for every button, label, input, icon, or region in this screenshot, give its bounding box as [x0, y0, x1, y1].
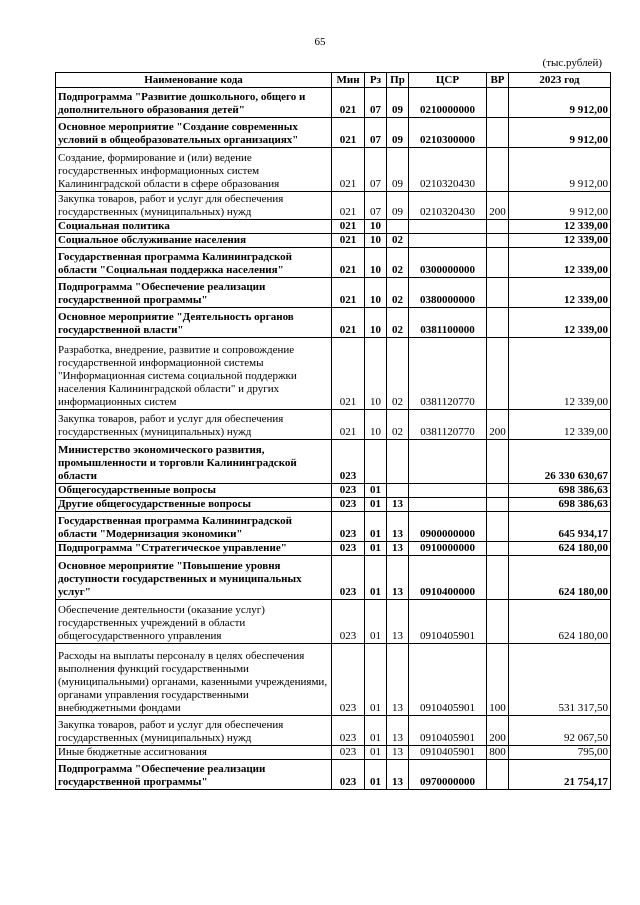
cell-rz: 10	[365, 338, 387, 410]
cell-vr	[487, 278, 509, 308]
cell-amount: 531 317,50	[509, 644, 611, 716]
cell-amount: 12 339,00	[509, 308, 611, 338]
cell-vr	[487, 512, 509, 542]
cell-rz: 07	[365, 192, 387, 220]
table-row	[56, 746, 611, 760]
cell-pr: 02	[387, 410, 409, 440]
cell-rz: 10	[365, 308, 387, 338]
cell-min: 021	[332, 88, 365, 118]
cell-amount: 624 180,00	[509, 556, 611, 600]
cell-pr: 13	[387, 600, 409, 644]
cell-rz: 01	[365, 484, 387, 498]
header-min: Мин	[332, 73, 365, 88]
cell-amount: 9 912,00	[509, 88, 611, 118]
table-row	[56, 484, 611, 498]
cell-csr: 0910405901	[409, 644, 487, 716]
cell-min: 021	[332, 118, 365, 148]
cell-rz: 01	[365, 512, 387, 542]
cell-csr	[409, 234, 487, 248]
table-row	[56, 88, 611, 118]
cell-vr	[487, 118, 509, 148]
cell-vr	[487, 760, 509, 790]
cell-min: 023	[332, 716, 365, 746]
cell-name: Государственная программа Калининградской области "Социальная поддержка населения"	[56, 248, 332, 278]
header-rz: Рз	[365, 73, 387, 88]
cell-min: 023	[332, 542, 365, 556]
cell-pr: 13	[387, 498, 409, 512]
cell-rz: 07	[365, 118, 387, 148]
cell-min: 021	[332, 248, 365, 278]
cell-csr: 0210000000	[409, 88, 487, 118]
cell-pr: 09	[387, 118, 409, 148]
cell-vr	[487, 308, 509, 338]
cell-pr: 09	[387, 88, 409, 118]
cell-amount: 12 339,00	[509, 248, 611, 278]
cell-min: 023	[332, 746, 365, 760]
cell-rz: 07	[365, 148, 387, 192]
cell-name: Министерство экономического развития, промышленности и торговли Калининградской области	[56, 440, 332, 484]
cell-vr: 100	[487, 644, 509, 716]
cell-amount: 12 339,00	[509, 234, 611, 248]
cell-min: 023	[332, 484, 365, 498]
cell-rz: 10	[365, 248, 387, 278]
cell-rz: 10	[365, 410, 387, 440]
cell-vr	[487, 498, 509, 512]
cell-csr: 0210320430	[409, 192, 487, 220]
cell-name: Подпрограмма "Стратегическое управление"	[56, 542, 332, 556]
cell-vr	[487, 600, 509, 644]
cell-name: Подпрограмма "Обеспечение реализации государственной программы"	[56, 278, 332, 308]
cell-pr	[387, 440, 409, 484]
header-name: Наименование кода	[56, 73, 332, 88]
cell-amount: 26 330 630,67	[509, 440, 611, 484]
cell-rz: 01	[365, 556, 387, 600]
cell-name: Обеспечение деятельности (оказание услуг) государственных учреждений в области общегосударственного управления	[56, 600, 332, 644]
cell-min: 023	[332, 644, 365, 716]
table-row	[56, 234, 611, 248]
table-row	[56, 542, 611, 556]
cell-csr: 0900000000	[409, 512, 487, 542]
table-row	[56, 512, 611, 542]
cell-name: Подпрограмма "Развитие дошкольного, общего и дополнительного образования детей"	[56, 88, 332, 118]
table-row	[56, 118, 611, 148]
cell-amount: 12 339,00	[509, 338, 611, 410]
cell-vr: 800	[487, 746, 509, 760]
cell-amount: 9 912,00	[509, 192, 611, 220]
cell-vr	[487, 88, 509, 118]
cell-rz: 01	[365, 760, 387, 790]
cell-rz: 10	[365, 278, 387, 308]
table-row	[56, 148, 611, 192]
cell-pr: 09	[387, 148, 409, 192]
cell-vr	[487, 220, 509, 234]
cell-csr: 0910405901	[409, 746, 487, 760]
header-year: 2023 год	[509, 73, 611, 88]
cell-pr: 13	[387, 556, 409, 600]
page-number: 65	[314, 36, 326, 48]
cell-csr: 0910400000	[409, 556, 487, 600]
cell-csr: 0381120770	[409, 410, 487, 440]
cell-vr	[487, 484, 509, 498]
cell-vr	[487, 440, 509, 484]
cell-csr: 0210300000	[409, 118, 487, 148]
cell-vr: 200	[487, 410, 509, 440]
cell-csr: 0300000000	[409, 248, 487, 278]
table-row	[56, 410, 611, 440]
cell-rz: 01	[365, 498, 387, 512]
table-row	[56, 600, 611, 644]
cell-vr	[487, 148, 509, 192]
cell-name: Государственная программа Калининградской области "Модернизация экономики"	[56, 512, 332, 542]
cell-amount: 9 912,00	[509, 118, 611, 148]
cell-name: Основное мероприятие "Создание современных условий в общеобразовательных организациях"	[56, 118, 332, 148]
cell-pr	[387, 484, 409, 498]
cell-name: Другие общегосударственные вопросы	[56, 498, 332, 512]
cell-min: 023	[332, 498, 365, 512]
cell-min: 021	[332, 148, 365, 192]
cell-min: 023	[332, 556, 365, 600]
cell-rz: 01	[365, 716, 387, 746]
cell-amount: 698 386,63	[509, 498, 611, 512]
cell-rz: 01	[365, 644, 387, 716]
cell-pr: 02	[387, 338, 409, 410]
cell-csr: 0380000000	[409, 278, 487, 308]
cell-vr	[487, 248, 509, 278]
cell-name: Иные бюджетные ассигнования	[56, 746, 332, 760]
cell-pr	[387, 220, 409, 234]
cell-pr: 02	[387, 278, 409, 308]
cell-vr: 200	[487, 192, 509, 220]
cell-pr: 02	[387, 248, 409, 278]
cell-name: Подпрограмма "Обеспечение реализации государственной программы"	[56, 760, 332, 790]
cell-rz: 10	[365, 234, 387, 248]
cell-pr: 13	[387, 542, 409, 556]
units-label: (тыс.рублей)	[542, 57, 602, 69]
cell-amount: 12 339,00	[509, 278, 611, 308]
cell-vr: 200	[487, 716, 509, 746]
cell-name: Общегосударственные вопросы	[56, 484, 332, 498]
cell-csr: 0910000000	[409, 542, 487, 556]
header-vr: ВР	[487, 73, 509, 88]
cell-name: Основное мероприятие "Повышение уровня доступности государственных и муниципальных услуг"	[56, 556, 332, 600]
cell-amount: 698 386,63	[509, 484, 611, 498]
cell-pr: 13	[387, 760, 409, 790]
table-row	[56, 440, 611, 484]
cell-rz	[365, 440, 387, 484]
cell-min: 021	[332, 338, 365, 410]
table-row	[56, 308, 611, 338]
cell-pr: 13	[387, 512, 409, 542]
cell-name: Закупка товаров, работ и услуг для обеспечения государственных (муниципальных) нужд	[56, 410, 332, 440]
cell-pr: 13	[387, 746, 409, 760]
cell-name: Социальная политика	[56, 220, 332, 234]
table-row	[56, 338, 611, 410]
table-header-row	[56, 73, 611, 88]
table-row	[56, 498, 611, 512]
cell-vr	[487, 234, 509, 248]
cell-pr: 13	[387, 716, 409, 746]
header-pr: Пр	[387, 73, 409, 88]
table-row	[56, 248, 611, 278]
cell-name: Закупка товаров, работ и услуг для обеспечения государственных (муниципальных) нужд	[56, 192, 332, 220]
table-row	[56, 644, 611, 716]
cell-csr: 0381100000	[409, 308, 487, 338]
cell-csr: 0381120770	[409, 338, 487, 410]
cell-vr	[487, 542, 509, 556]
cell-min: 021	[332, 192, 365, 220]
cell-rz: 01	[365, 600, 387, 644]
cell-amount: 624 180,00	[509, 542, 611, 556]
budget-table	[55, 72, 611, 790]
cell-csr: 0910405901	[409, 716, 487, 746]
cell-amount: 9 912,00	[509, 148, 611, 192]
cell-amount: 92 067,50	[509, 716, 611, 746]
cell-name: Закупка товаров, работ и услуг для обеспечения государственных (муниципальных) нужд	[56, 716, 332, 746]
cell-amount: 624 180,00	[509, 600, 611, 644]
table-row	[56, 220, 611, 234]
cell-min: 021	[332, 234, 365, 248]
cell-min: 023	[332, 600, 365, 644]
cell-rz: 07	[365, 88, 387, 118]
cell-pr: 02	[387, 234, 409, 248]
cell-csr	[409, 220, 487, 234]
cell-min: 023	[332, 512, 365, 542]
table-row	[56, 716, 611, 746]
cell-name: Создание, формирование и (или) ведение государственных информационных систем Калининградской области в сфере образования	[56, 148, 332, 192]
cell-csr: 0210320430	[409, 148, 487, 192]
cell-vr	[487, 338, 509, 410]
cell-min: 021	[332, 410, 365, 440]
cell-amount: 21 754,17	[509, 760, 611, 790]
table-row	[56, 278, 611, 308]
header-csr: ЦСР	[409, 73, 487, 88]
cell-min: 021	[332, 278, 365, 308]
cell-csr: 0970000000	[409, 760, 487, 790]
cell-rz: 10	[365, 220, 387, 234]
cell-rz: 01	[365, 746, 387, 760]
cell-rz: 01	[365, 542, 387, 556]
cell-csr	[409, 484, 487, 498]
cell-name: Социальное обслуживание населения	[56, 234, 332, 248]
cell-pr: 02	[387, 308, 409, 338]
table-row	[56, 556, 611, 600]
cell-pr: 13	[387, 644, 409, 716]
cell-min: 021	[332, 308, 365, 338]
cell-pr: 09	[387, 192, 409, 220]
cell-name: Разработка, внедрение, развитие и сопровождение государственной информационной системы "Информационная система социальной поддержки населения Калининградской области" и других информационных систем	[56, 338, 332, 410]
cell-csr	[409, 498, 487, 512]
cell-min: 021	[332, 220, 365, 234]
cell-amount: 12 339,00	[509, 410, 611, 440]
cell-min: 023	[332, 440, 365, 484]
cell-vr	[487, 556, 509, 600]
cell-min: 023	[332, 760, 365, 790]
cell-csr	[409, 440, 487, 484]
table-row	[56, 760, 611, 790]
cell-amount: 795,00	[509, 746, 611, 760]
cell-csr: 0910405901	[409, 600, 487, 644]
cell-amount: 645 934,17	[509, 512, 611, 542]
cell-name: Расходы на выплаты персоналу в целях обеспечения выполнения функций государственными (муниципальными) органами, казенными учреждениями, органами управления государственными внебюджетными фондами	[56, 644, 332, 716]
cell-amount: 12 339,00	[509, 220, 611, 234]
cell-name: Основное мероприятие "Деятельность органов государственной власти"	[56, 308, 332, 338]
table-row	[56, 192, 611, 220]
